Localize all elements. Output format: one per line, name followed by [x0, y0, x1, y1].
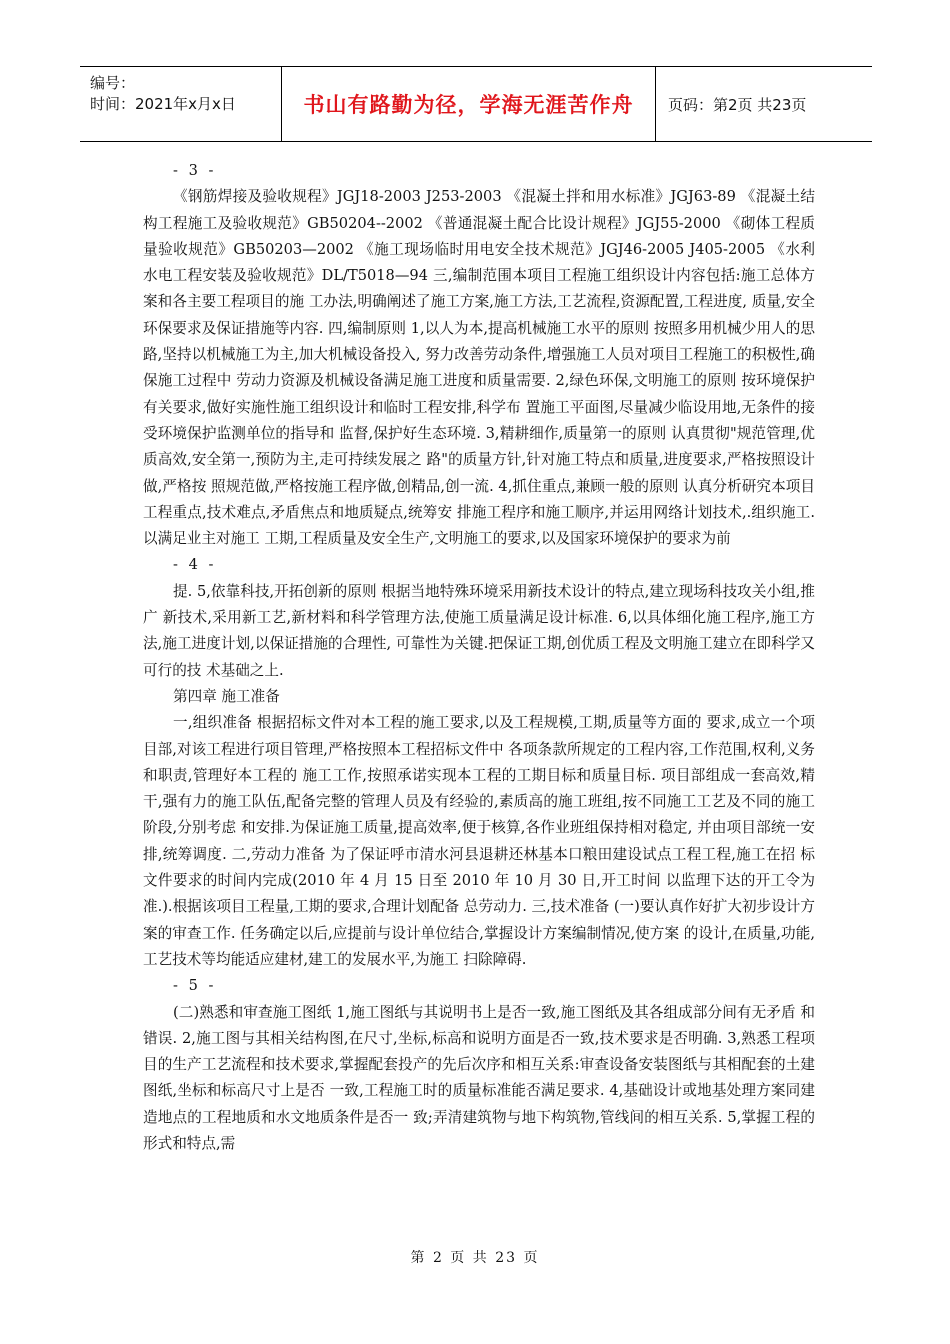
document-number-label: 编号： — [90, 74, 136, 92]
page-marker: - 5 - — [173, 977, 217, 995]
document-body — [143, 158, 815, 1157]
page-marker: - 3 - — [173, 162, 217, 179]
header-page-info: 页码：第2页 共23页 — [668, 95, 807, 114]
chapter-heading: 第四章 施工准备 — [173, 687, 280, 705]
page-marker: - 4 - — [173, 556, 217, 574]
header-meta — [80, 67, 281, 141]
page-footer: 第 2 页 共 23 页 — [410, 1250, 540, 1266]
document-date: 时间：2021年x月x日 — [90, 95, 236, 113]
page-header — [80, 66, 872, 142]
paragraph: (二)熟悉和审查施工图纸 1,施工图纸与其说明书上是否一致,施工图纸及其各组成部分间有无矛盾 和错误. 2,施工图与其相关结构图,在尺寸,坐标,标高和说明方面是否一致,技术要求是否明确. 3,熟悉工程项目的生产工艺流程和技术要求,掌握配套投产的先后次序和相互关系:审查设备安装图纸与其相配套的土建图纸,坐标和标高尺寸上是否 一致,工程施工时的质量标准能否满足要求. 4,基础设计或地基处理方案同建造地点的工程地质和水文地质条件是否一 致;弄清建筑物与地下构筑物,管线间的相互关系. 5,掌握工程的形式和特点,需 — [143, 1003, 815, 1152]
paragraph: 一,组织准备 根据招标文件对本工程的施工要求,以及工程规模,工期,质量等方面的 要求,成立一个项目部,对该工程进行项目管理,严格按照本工程招标文件中 各项条款所规定的工程内容,工作范围,权利,义务和职责,管理好本工程的 施工工作,按照承诺实现本工程的工期目标和质量目标. 项目部组成一套高效,精干,强有力的施工队伍,配备完整的管理人员及有经验的,素质高的施工班组,按不同施工工艺及不同的施工阶段,分别考虑 和安排.为保证施工质量,提高效率,便于核算,各作业班组保持相对稳定, 并由项目部统一安排,统筹调度. 二,劳动力准备 为了保证呼市清水河县退耕还林基本口粮田建设试点工程工程,施工在招 标文件要求的时间内完成(2010 年 4 月 15 日至 2010 年 10 月 30 日,开工时间 以监理下达的开工令为准.).根据该项目工程量,工期的要求,合理计划配备 总劳动力. 三,技术准备 (一)要认真作好扩大初步设计方案的审查工作. 任务确定以后,应提前与设计单位结合,掌握设计方案编制情况,使方案 的设计,在质量,功能,工艺技术等均能适应建材,建工的发展水平,为施工 扫除障碍. — [143, 714, 815, 968]
paragraph: 提. 5,依靠科技,开拓创新的原则 根据当地特殊环境采用新技术设计的特点,建立现场科技攻关小组,推广 新技术,采用新工艺,新材料和科学管理方法,使施工质量满足设计标准. 6,以具体细化施工程序,施工方法,施工进度计划,以保证措施的合理性, 可靠性为关键.把保证工期,创优质工程及文明施工建立在即科学又可行的技 术基础之上. — [143, 582, 815, 679]
header-motto: 书山有路勤为径，学海无涯苦作舟 — [281, 67, 656, 141]
paragraph: 《钢筋焊接及验收规程》JGJ18-2003 J253-2003 《混凝土拌和用水标准》JGJ63-89 《混凝土结构工程施工及验收规范》GB50204--2002 《普通混凝土配合比设计规程》JGJ55-2000 《砌体工程质量验收规范》GB50203—2002 《施工现场临时用电安全技术规范》JGJ46-2005 J405-2005 《水利水电工程安装及验收规范》DL/T5018—94 三,编制范围本项目工程施工组织设计内容包括:施工总体方案和各主要工程项目的施 工办法,明确阐述了施工方案,施工方法,工艺流程,资源配置,工程进度, 质量,安全环保要求及保证措施等内容. 四,编制原则 1,以人为本,提高机械施工水平的原则 按照多用机械少用人的思路,坚持以机械施工为主,加大机械设备投入, 努力改善劳动条件,增强施工人员对项目工程施工的积极性,确保施工过程中 劳动力资源及机械设备满足施工进度和质量需要. 2,绿色环保,文明施工的原则 按环境保护有关要求,做好实施性施工组织设计和临时工程安排,科学布 置施工平面图,尽量减少临设用地,无条件的接受环境保护监测单位的指导和 监督,保护好生态环境. 3,精耕细作,质量第一的原则 认真贯彻"规范管理,优质高效,安全第一,预防为主,走可持续发展之 路"的质量方针,针对施工特点和质量,进度要求,严格按照设计做,严格按 照规范做,严格按施工程序做,创精品,创一流. 4,抓住重点,兼顾一般的原则 认真分析研究本项目工程重点,技术难点,矛盾焦点和地质疑点,统筹安 排施工程序和施工顺序,并运用网络计划技术,.组织施工.以满足业主对施工 工期,工程质量及安全生产,文明施工的要求,以及国家环境保护的要求为前 — [143, 188, 815, 548]
